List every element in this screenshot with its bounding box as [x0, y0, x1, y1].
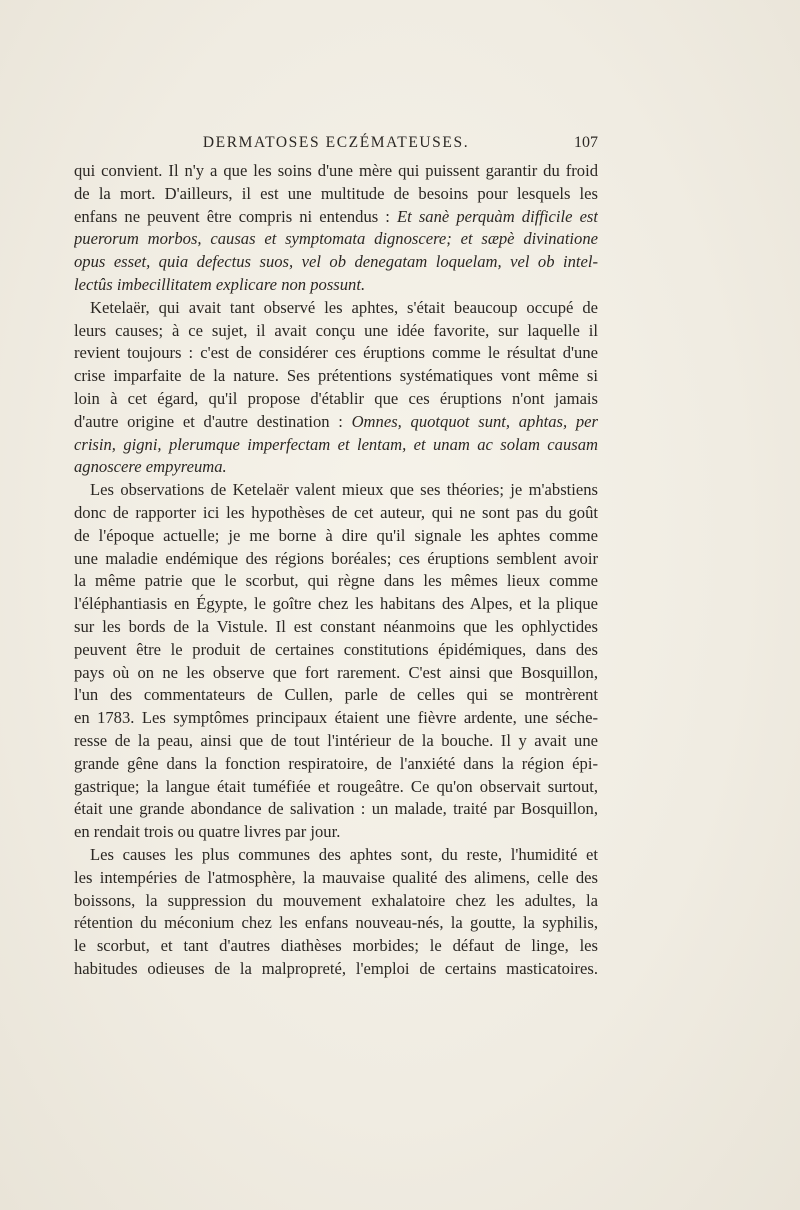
text-line: donc de rapporter ici les hypothèses de cet auteur, qui ne sont pas du goût [74, 502, 598, 522]
latin-quote: Et sanè perquàm difficile est [397, 206, 598, 226]
latin-quote: opus esset, quia defectus suos, vel ob denegatam loquelam, vel ob intel- [74, 252, 598, 272]
text-line: leurs causes; à ce sujet, il avait conçu une idée favorite, sur laquelle il [74, 320, 598, 340]
text-line [74, 228, 598, 251]
latin-quote: lectûs imbecillitatem explicare non possunt. [74, 274, 366, 294]
text-line: les intempéries de l'atmosphère, la mauvaise qualité des alimens, celle des [74, 867, 598, 887]
text-line: revient toujours : c'est de considérer ces éruptions comme le résultat d'une [74, 343, 598, 363]
text-line [74, 456, 598, 479]
page-number: 107 [574, 134, 598, 151]
latin-quote: puerorum morbos, causas et symptomata dignoscere; et sæpè divinatione [74, 229, 598, 249]
text-line: sur les bords de la Vistule. Il est constant néanmoins que les ophlyctides [74, 616, 598, 636]
text-line: la même patrie que le scorbut, qui règne dans les mêmes lieux comme [74, 571, 598, 591]
text-line: était une grande abondance de salivation : un malade, traité par Bosquillon, [74, 799, 598, 819]
text-line [74, 274, 598, 297]
text-line [74, 434, 598, 457]
text-line: peuvent être le produit de certaines constitutions épidémiques, dans des [74, 639, 598, 659]
text-line: de la mort. D'ailleurs, il est une multitude de besoins pour lesquels les [74, 183, 598, 203]
text-line: qui convient. Il n'y a que les soins d'une mère qui puissent garantir du froid [74, 161, 598, 180]
text-line: l'un des commentateurs de Cullen, parle de celles qui se montrèrent [74, 685, 598, 705]
body-text [74, 160, 598, 981]
text-line: une maladie endémique des régions boréales; ces éruptions semblent avoir [74, 548, 598, 568]
text-line: l'éléphantiasis en Égypte, le goître chez les habitans des Alpes, et la plique [74, 594, 598, 614]
text-line: en rendait trois ou quatre livres par jour. [74, 822, 341, 842]
latin-quote: agnoscere empyreuma. [74, 457, 227, 477]
text-line: en 1783. Les symptômes principaux étaient une fièvre ardente, une séche- [74, 708, 598, 728]
text-line: rétention du méconium chez les enfans nouveau-nés, la goutte, la syphilis, [74, 913, 598, 933]
latin-quote: crisin, gigni, plerumque imperfectam et lentam, et unam ac solam causam [74, 434, 598, 454]
text-line: habitudes odieuses de la malpropreté, l'emploi de certains masticatoires. [74, 958, 598, 978]
paragraph-start: Les causes les plus communes des aphtes sont, du reste, l'humidité et [90, 844, 598, 864]
page-header [74, 134, 598, 156]
text-line [74, 251, 598, 274]
text-line: grande gêne dans la fonction respiratoire, de l'anxiété dans la région épi- [74, 753, 598, 773]
text-line: crise imparfaite de la nature. Ses prétentions systématiques vont même si [74, 366, 598, 386]
paragraph-start: Les observations de Ketelaër valent mieux que ses théories; je m'abstiens [90, 480, 598, 500]
text-line: resse de la peau, ainsi que de tout l'intérieur de la bouche. Il y avait une [74, 730, 598, 750]
text-line: boissons, la suppression du mouvement exhalatoire chez les adultes, la [74, 890, 598, 910]
paragraph-start: Ketelaër, qui avait tant observé les aphtes, s'était beaucoup occupé de [90, 297, 598, 317]
running-title: DERMATOSES ECZÉMATEUSES. [202, 134, 470, 151]
text-line: le scorbut, et tant d'autres diathèses morbides; le défaut de linge, les [74, 936, 598, 956]
latin-quote: Omnes, quotquot sunt, aphtas, per [351, 411, 598, 431]
text-line: loin à cet égard, qu'il propose d'établir que ces éruptions n'ont jamais [74, 388, 598, 408]
text-line: pays où on ne les observe que fort rarement. C'est ainsi que Bosquillon, [74, 662, 598, 682]
text-line: de l'époque actuelle; je me borne à dire qu'il signale les aphtes comme [74, 525, 598, 545]
text-line: gastrique; la langue était tuméfiée et rougeâtre. Ce qu'on observait surtout, [74, 776, 598, 796]
text-line: enfans ne peuvent être compris ni entendus : Et sanè perquàm difficile est [74, 206, 598, 226]
text-line: d'autre origine et d'autre destination : Omnes, quotquot sunt, aphtas, per [74, 411, 598, 431]
